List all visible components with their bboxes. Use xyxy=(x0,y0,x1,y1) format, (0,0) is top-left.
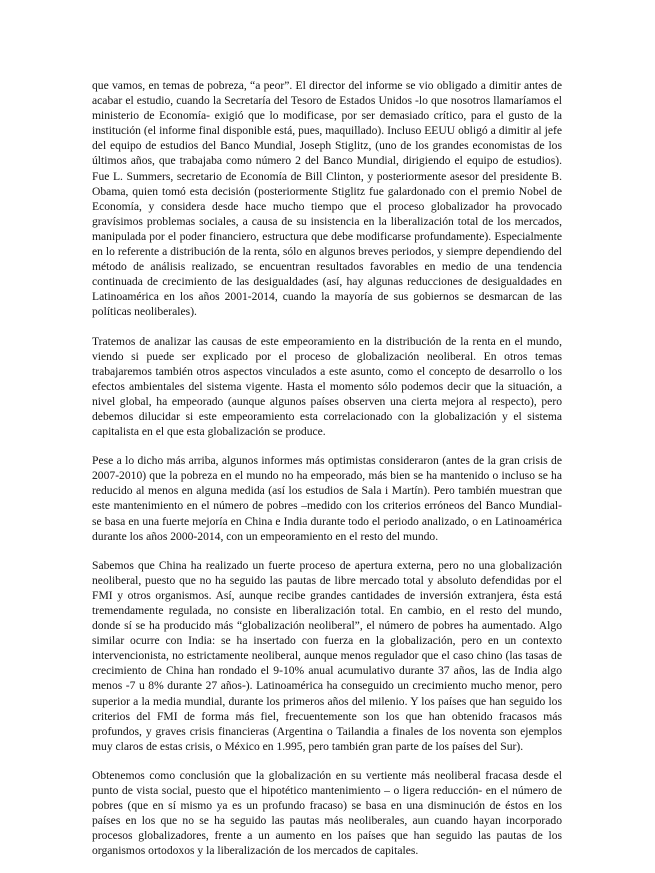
body-text xyxy=(92,78,562,873)
paragraph-5: Obtenemos como conclusión que la globalización en su vertiente más neoliberal fracasa desde el punto de vista social, puesto que el hipotético mantenimiento – o ligera reducción- en el número de pobres (que en sí mismo ya es un profundo fracaso) se basa en una disminución de éstos en los países en los que no se ha seguido las pautas más neoliberales, aun cuando hayan incorporado procesos globalizadores, frente a un aumento en los países que han seguido las pautas de los organismos ortodoxos y la liberalización de los mercados de capitales. xyxy=(92,768,562,858)
paragraph-2: Tratemos de analizar las causas de este empeoramiento en la distribución de la renta en el mundo, viendo si puede ser explicado por el proceso de globalización neoliberal. En otros temas trabajaremos también otros aspectos vinculados a este asunto, como el concepto de desarrollo o los efectos ambientales del sistema vigente. Hasta el momento sólo podemos decir que la situación, a nivel global, ha empeorado (aunque algunos países observen una cierta mejora al respecto), pero debemos dilucidar si este empeoramiento esta correlacionado con la globalización y el sistema capitalista en el que esta globalización se produce. xyxy=(92,334,562,439)
paragraph-3: Pese a lo dicho más arriba, algunos informes más optimistas consideraron (antes de la gran crisis de 2007-2010) que la pobreza en el mundo no ha empeorado, más bien se ha mantenido o incluso se ha reducido al menos en alguna medida (así los estudios de Sala i Martín). Pero también muestran que este mantenimiento en el número de pobres –medido con los criterios erróneos del Banco Mundial- se basa en una fuerte mejoría en China e India durante todo el periodo analizado, o en Latinoamérica durante los años 2000-2014, con un empeoramiento en el resto del mundo. xyxy=(92,454,562,543)
paragraph-4: Sabemos que China ha realizado un fuerte proceso de apertura externa, pero no una globalización neoliberal, puesto que no ha seguido las pautas de libre mercado total y absoluto defendidas por el FMI y otros organismos. Así, aunque recibe grandes cantidades de inversión extranjera, ésta está tremendamente regulada, no consiste en liberalización total. En cambio, en el resto del mundo, donde sí se ha producido más “globalización neoliberal”, el número de pobres ha aumentado. Algo similar ocurre con India: se ha insertado con fuerza en la globalización, pero en un contexto intervencionista, no estrictamente neoliberal, aunque menos regulador que el caso chino (las tasas de crecimiento de China han rondado el 9-10% anual acumulativo durante 37 años, las de India algo menos -7 u 8% durante 27 años-). Latinoamérica ha conseguido un crecimiento mucho menor, pero superior a la media mundial, durante los primeros años del milenio. Y los países que han seguido los criterios del FMI de forma más fiel, frecuentemente son los que han obtenido fracasos más profundos, y graves crisis financieras (Argentina o Tailandia a finales de los noventa son ejemplos muy claros de estas crisis, o México en 1.995, pero también gran parte de los países del Sur). xyxy=(92,558,562,753)
paragraph-1: que vamos, en temas de pobreza, “a peor”. El director del informe se vio obligado a dimitir antes de acabar el estudio, cuando la Secretaría del Tesoro de Estados Unidos -lo que nosotros llamaríamos el ministerio de Economía- exigió que lo modificase, por ser demasiado crítico, para el gusto de la institución (el informe final disponible está, pues, maquillado). Incluso EEUU obligó a dimitir al jefe del equipo de estudios del Banco Mundial, Joseph Stiglitz, (uno de los grandes economistas de los últimos años, que trabajaba como número 2 del Banco Mundial, dirigiendo el equipo de estudios). Fue L. Summers, secretario de Economía de Bill Clinton, y posteriormente asesor del presidente B. Obama, quien tomó esta decisión (posteriormente Stiglitz fue galardonado con el premio Nobel de Economía, y considera desde hace mucho tiempo que el proceso globalizador ha provocado gravísimos problemas sociales, a causa de su insistencia en la liberalización total de los mercados, manipulada por el poder financiero, estructura que debe modificarse profundamente). Especialmente en lo referente a distribución de la renta, sólo en algunos breves periodos, y siempre dependiendo del método de análisis realizado, se encuentran resultados favorables en medio de una tendencia continuada de crecimiento de las desigualdades (así, hay algunas reducciones de desigualdades en Latinoamérica en los años 2001-2014, cuando la mayoría de sus gobiernos se desmarcan de las políticas neoliberales). xyxy=(92,79,562,319)
